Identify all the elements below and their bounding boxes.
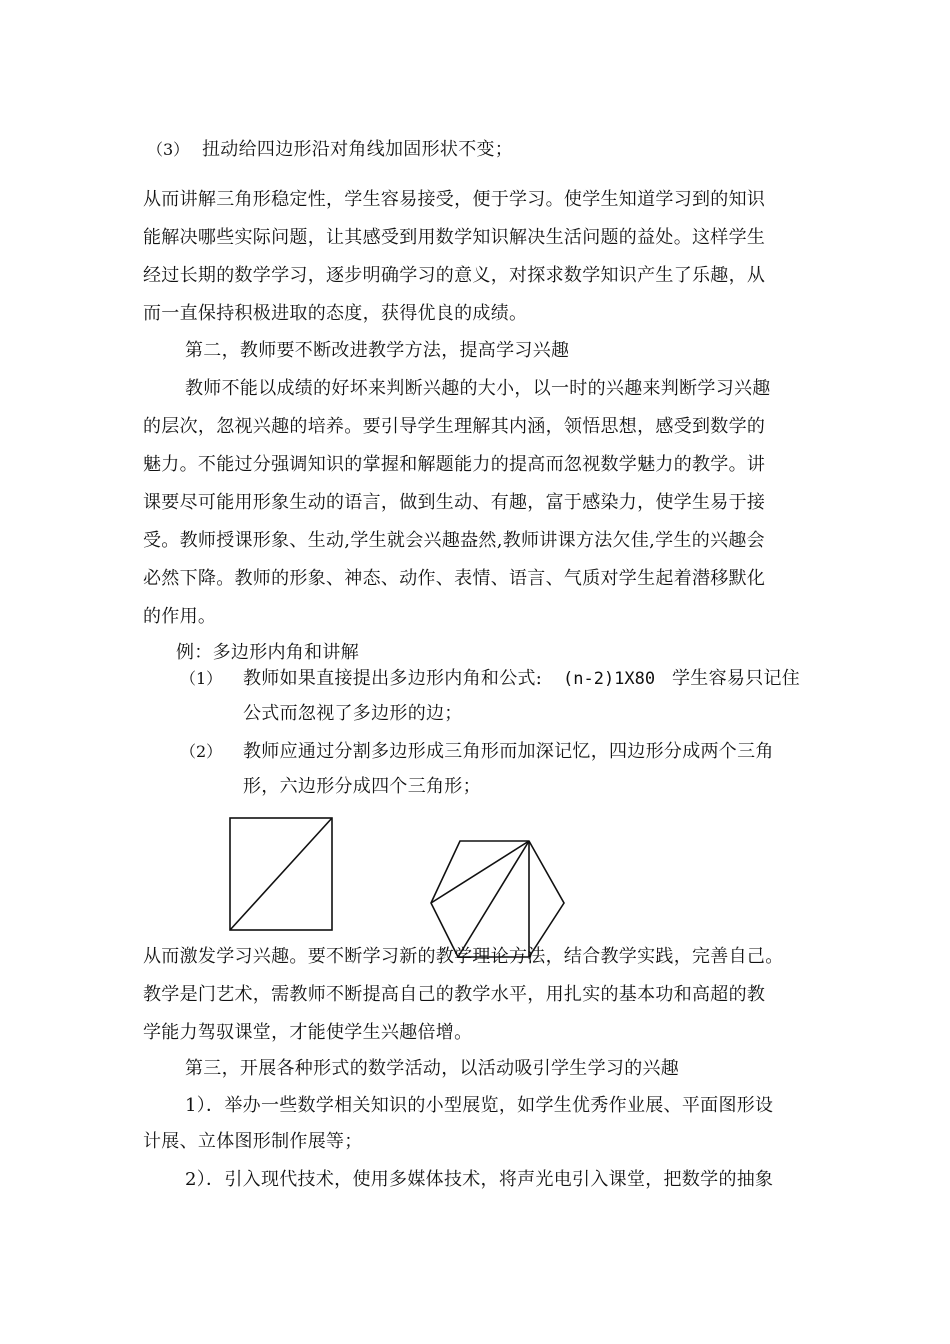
item3-text: 扭动给四边形沿对角线加固形状不变； (202, 139, 514, 160)
item2-text-line1: 教师应通过分割多边形成三角形而加深记忆，四边形分成两个三角 (243, 741, 774, 762)
para3-line-2: 教学是门艺术，需教师不断提高自己的教学水平，用扎实的基本功和高超的教 (143, 984, 766, 1005)
list3-line-2: 计展、立体图形制作展等； (143, 1131, 363, 1152)
hexagon-triangulation-figure (428, 836, 568, 960)
item1-text-a: 教师如果直接提出多边形内角和公式: (243, 668, 543, 689)
para1-line-4: 而一直保持积极进取的态度，获得优良的成绩。 (143, 303, 528, 324)
para2-line-4: 课要尽可能用形象生动的语言，做到生动、有趣，富于感染力，使学生易于接 (143, 492, 766, 513)
example-heading: 例：多边形内角和讲解 (176, 642, 359, 663)
para1-line-2: 能解决哪些实际问题，让其感受到用数学知识解决生活问题的益处。这样学生 (143, 227, 766, 248)
hexagon-diagonal-2 (458, 841, 529, 957)
item1-formula: (n-2)1X80 (563, 669, 656, 689)
para2-line-3: 魅力。不能过分强调知识的掌握和解题能力的提高而忽视数学魅力的教学。讲 (143, 454, 766, 475)
item2-text-line2: 形，六边形分成四个三角形； (243, 776, 481, 797)
list3-line-1: 1）．举办一些数学相关知识的小型展览，如学生优秀作业展、平面图形设 (185, 1095, 774, 1116)
para2-line-7: 的作用。 (143, 606, 217, 627)
item3-number: （3） (147, 140, 190, 159)
hexagon-outline (431, 841, 564, 957)
para1-line-3: 经过长期的数学学习，逐步明确学习的意义，对探求数学知识产生了乐趣，从 (143, 265, 766, 286)
para2-line-6: 必然下降。教师的形象、神态、动作、表情、语言、气质对学生起着潜移默化 (143, 568, 766, 589)
para1-line-1: 从而讲解三角形稳定性，学生容易接受，便于学习。使学生知道学习到的知识 (143, 189, 766, 210)
item2-number: （2） (180, 742, 223, 761)
list3-line-3: 2）．引入现代技术，使用多媒体技术，将声光电引入课堂，把数学的抽象 (185, 1169, 774, 1190)
item1-text-b: 学生容易只记住 (672, 668, 801, 689)
square-diagonal (230, 818, 332, 930)
para3-line-1: 从而激发学习兴趣。要不断学习新的教学理论方法，结合教学实践，完善自己。 (143, 946, 784, 967)
para2-line-2: 的层次，忽视兴趣的培养。要引导学生理解其内涵，领悟思想，感受到数学的 (143, 416, 766, 437)
section-heading-3: 第三，开展各种形式的数学活动，以活动吸引学生学习的兴趣 (185, 1058, 680, 1079)
section-heading-2: 第二，教师要不断改进教学方法，提高学习兴趣 (185, 340, 570, 361)
square-diagonal-figure (228, 816, 334, 934)
item1-text-line2: 公式而忽视了多边形的边； (243, 703, 463, 724)
para3-line-3: 学能力驾驭课堂，才能使学生兴趣倍增。 (143, 1022, 473, 1043)
para2-line-1: 教师不能以成绩的好坏来判断兴趣的大小，以一时的兴趣来判断学习兴趣 (185, 378, 771, 399)
para2-line-5: 受。教师授课形象、生动,学生就会兴趣盎然,教师讲课方法欠佳,学生的兴趣会 (143, 530, 765, 551)
item1-number: （1） (180, 669, 223, 688)
